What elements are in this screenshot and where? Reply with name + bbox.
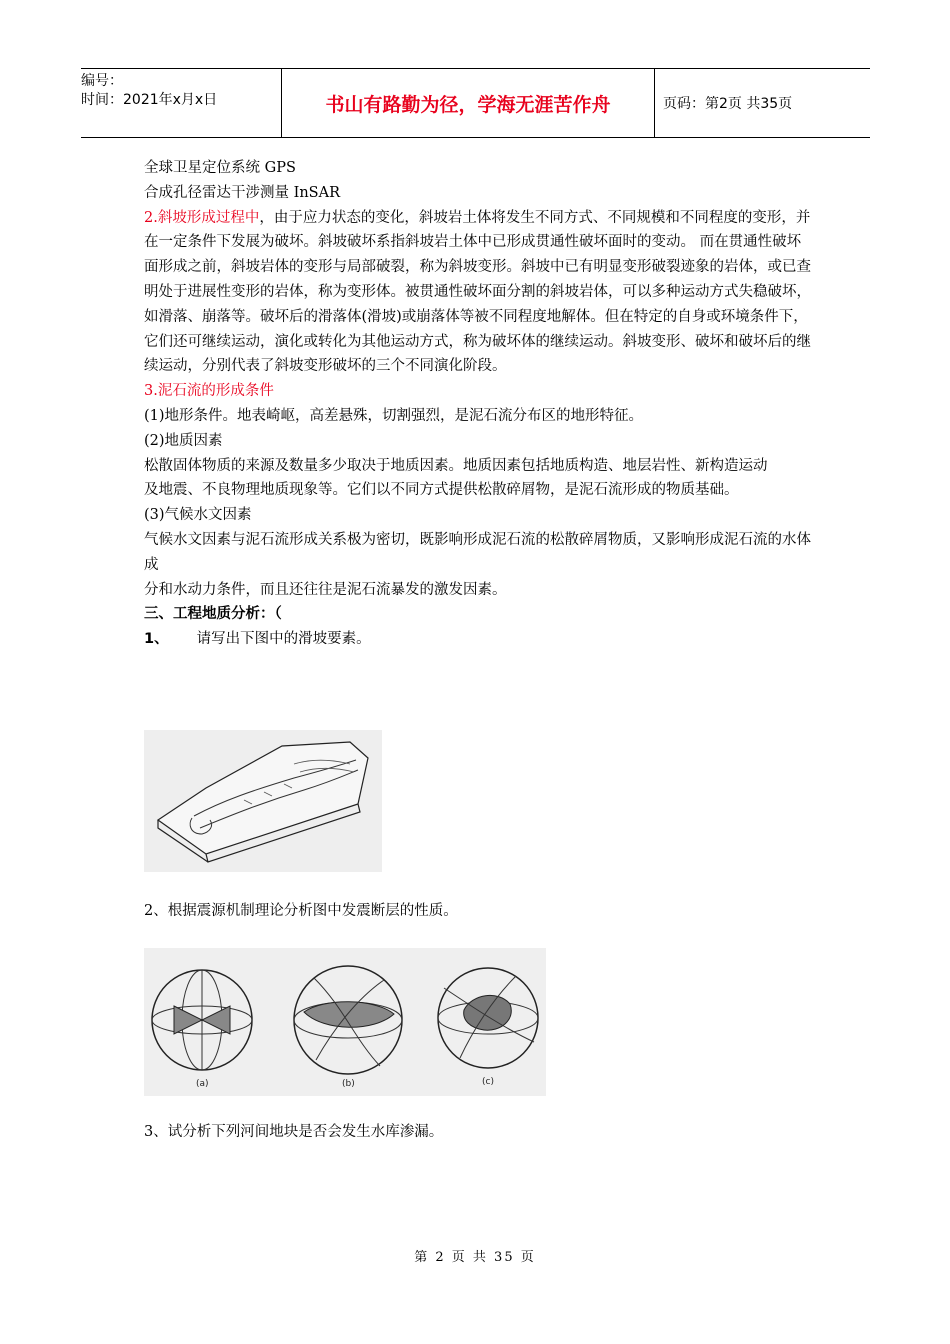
condition-3-body-1: 气候水文因素与泥石流形成关系极为密切，既影响形成泥石流的松散碎屑物质，又影响形成泥石流的水体成 (144, 531, 811, 573)
page-header (81, 68, 870, 138)
landslide-drawing (144, 730, 382, 872)
sphere-b (294, 966, 402, 1074)
header-motto: 书山有路勤为径，学海无涯苦作舟 (281, 69, 655, 137)
label-a: (a) (196, 1079, 209, 1089)
focal-spheres-drawing (144, 948, 546, 1096)
section-2-heading: 2.斜坡形成过程中 (144, 209, 260, 226)
condition-2-body-2: 及地震、不良物理地质现象等。它们以不同方式提供松散碎屑物，是泥石流形成的物质基础。 (144, 482, 739, 499)
header-meta (81, 69, 281, 140)
condition-3-body-2: 分和水动力条件，而且还往往是泥石流暴发的激发因素。 (144, 581, 507, 598)
question-1-text: 请写出下图中的滑坡要素。 (196, 631, 371, 648)
sphere-a (152, 970, 252, 1070)
landslide-figure (144, 730, 382, 872)
section-3-heading: 3.泥石流的形成条件 (144, 383, 274, 400)
label-c: (c) (482, 1077, 494, 1087)
condition-2-body-1: 松散固体物质的来源及数量多少取决于地质因素。地质因素包括地质构造、地层岩性、新构造运动 (144, 457, 768, 474)
sphere-c (438, 968, 538, 1068)
label-b: (b) (342, 1079, 355, 1089)
insar-line: 合成孔径雷达干涉测量 InSAR (144, 184, 340, 201)
question-3: 3、试分析下列河间地块是否会发生水库渗漏。 (144, 1124, 444, 1140)
analysis-section-title: 三、工程地质分析：（ (144, 606, 282, 623)
condition-1: (1)地形条件。地表崎岖，高差悬殊，切割强烈，是泥石流分布区的地形特征。 (144, 407, 644, 424)
header-page-label: 页码：第2页 共35页 (663, 96, 793, 112)
section-2-body: ，由于应力状态的变化，斜坡岩土体将发生不同方式、不同规模和不同程度的变形，并在一定条件下发展为破坏。斜坡破坏系指斜坡岩土体中已形成贯通性破坏面时的变动。 而在贯通性破坏面形成之前，斜坡岩体的变形与局部破裂，称为斜坡变形。斜坡中已有明显变形破裂迹象的岩体，或已查明处于进展性变形的岩体，称为变形体。被贯通性破坏面分割的斜坡岩体，可以多种运动方式失稳破坏，如滑落、崩落等。破坏后的滑落体(滑坡)或崩落体等被不同程度地解体。但在特定的自身或环境条件下，它们还可继续运动，演化或转化为其他运动方式，称为破坏体的继续运动。斜坡变形、破坏和破坏后的继续运动，分别代表了斜坡变形破坏的三个不同演化阶段。 (144, 209, 811, 375)
time-label: 时间：2021年x月x日 (81, 92, 218, 108)
question-2: 2、根据震源机制理论分析图中发震断层的性质。 (144, 903, 458, 919)
question-1-number: 1、 (144, 631, 169, 648)
page-footer: 第 2 页 共 35 页 (414, 1250, 536, 1265)
section-2-paragraph (144, 206, 814, 380)
document-body (144, 156, 814, 652)
condition-2-title: (2)地质因素 (144, 432, 223, 449)
number-label: 编号： (81, 73, 123, 89)
gps-line: 全球卫星定位系统 GPS (144, 160, 296, 176)
condition-3-title: (3)气候水文因素 (144, 507, 252, 524)
focal-mechanism-figure (144, 948, 546, 1096)
question-1 (144, 627, 814, 652)
